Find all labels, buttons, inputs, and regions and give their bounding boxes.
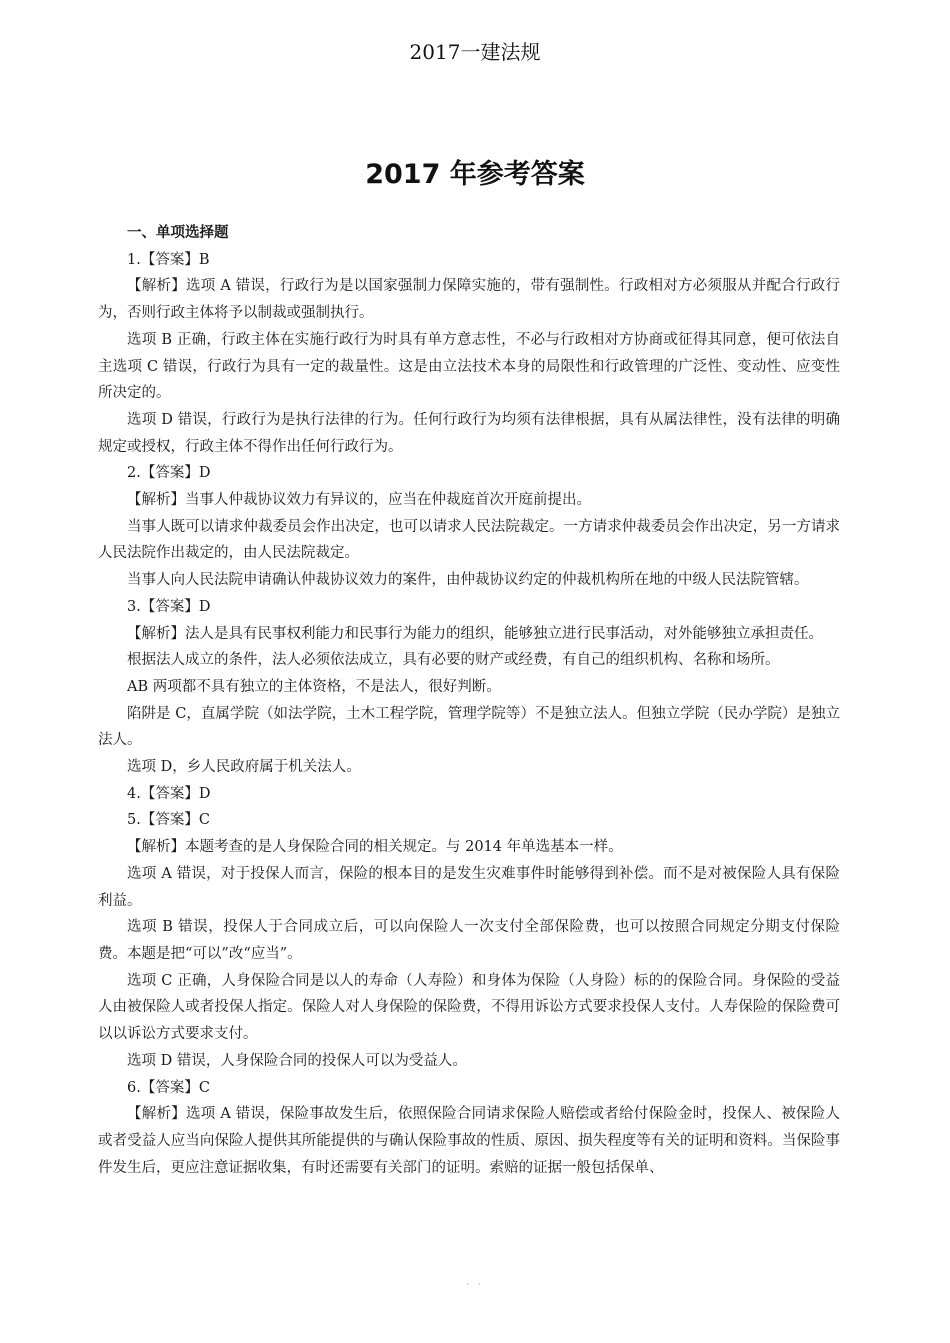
analysis-paragraph: 选项 D，乡人民政府属于机关法人。 [127,759,361,776]
analysis-paragraph: AB 两项都不具有独立的主体资格，不是法人，很好判断。 [127,678,501,695]
analysis-paragraph: 【解析】选项 A 错误，保险事故发生后，依照保险合同请求保险人赔偿或者给付保险金时，投保人、被保险人或者受益人应当向保险人提供其所能提供的与确认保险事故的性质、原因、损失程度等有关的证明和资料。当保险事件发生后，更应注意证据收集，有时还需要有关部门的证明。索赔的证据一般包括保单、 [98,1106,840,1176]
answer-line-5: 5.【答案】C [127,812,210,829]
page-header: 2017一建法规 [409,40,541,64]
analysis-paragraph: 当事人既可以请求仲裁委员会作出决定，也可以请求人民法院裁定。一方请求仲裁委员会作出决定，另一方请求人民法院作出裁定的，由人民法院裁定。 [98,518,840,562]
analysis-paragraph: 【解析】本题考查的是人身保险合同的相关规定。与 2014 年单选基本一样。 [127,839,623,856]
answer-line-6: 6.【答案】C [127,1079,210,1096]
analysis-paragraph: 根据法人成立的条件，法人必须依法成立，具有必要的财产或经费，有自己的组织机构、名称和场所。 [127,652,780,669]
analysis-paragraph: 选项 D 错误，行政行为是执行法律的行为。任何行政行为均须有法律根据，具有从属法律性，没有法律的明确规定或授权，行政主体不得作出任何行政行为。 [98,411,840,455]
footer-mark: · · [466,1280,484,1290]
analysis-paragraph: 选项 D 错误，人身保险合同的投保人可以为受益人。 [127,1052,467,1069]
section-heading: 一、单项选择题 [127,225,229,241]
document-title: 2017 年参考答案 [365,159,585,190]
analysis-paragraph: 陷阱是 C，直属学院（如法学院，土木工程学院，管理学院等）不是独立法人。但独立学院（民办学院）是独立法人。 [98,705,840,749]
document-body [98,220,840,1181]
answer-line-4: 4.【答案】D [127,785,211,802]
analysis-paragraph: 【解析】法人是具有民事权利能力和民事行为能力的组织，能够独立进行民事活动，对外能够独立承担责任。 [127,625,823,642]
answer-line-1: 1.【答案】B [127,251,210,268]
answer-line-3: 3.【答案】D [127,598,211,615]
analysis-paragraph: 【解析】选项 A 错误，行政行为是以国家强制力保障实施的，带有强制性。行政相对方必须服从并配合行政行为，否则行政主体将予以制裁或强制执行。 [98,278,840,322]
analysis-paragraph: 【解析】当事人仲裁协议效力有异议的，应当在仲裁庭首次开庭前提出。 [127,492,591,509]
analysis-paragraph: 选项 B 正确，行政主体在实施行政行为时具有单方意志性，不必与行政相对方协商或征得其同意，便可依法自主选项 C 错误，行政行为具有一定的裁量性。这是由立法技术本身的局限性和行政管理的广泛性、变动性、应变性所决定的。 [98,331,840,402]
analysis-paragraph: 选项 B 错误，投保人于合同成立后，可以向保险人一次支付全部保险费，也可以按照合同规定分期支付保险费。本题是把“可以”改“应当”。 [98,919,840,962]
analysis-paragraph: 当事人向人民法院申请确认仲裁协议效力的案件，由仲裁协议约定的仲裁机构所在地的中级人民法院管辖。 [127,572,809,589]
analysis-paragraph: 选项 A 错误，对于投保人而言，保险的根本目的是发生灾难事件时能够得到补偿。而不是对被保险人具有保险利益。 [98,865,840,909]
answer-line-2: 2.【答案】D [127,465,211,482]
analysis-paragraph: 选项 C 正确，人身保险合同是以人的寿命（人寿险）和身体为保险（人身险）标的的保险合同。身保险的受益人由被保险人或者投保人指定。保险人对人身保险的保险费，不得用诉讼方式要求投保人支付。人寿保险的保险费可以以诉讼方式要求支付。 [98,972,840,1043]
